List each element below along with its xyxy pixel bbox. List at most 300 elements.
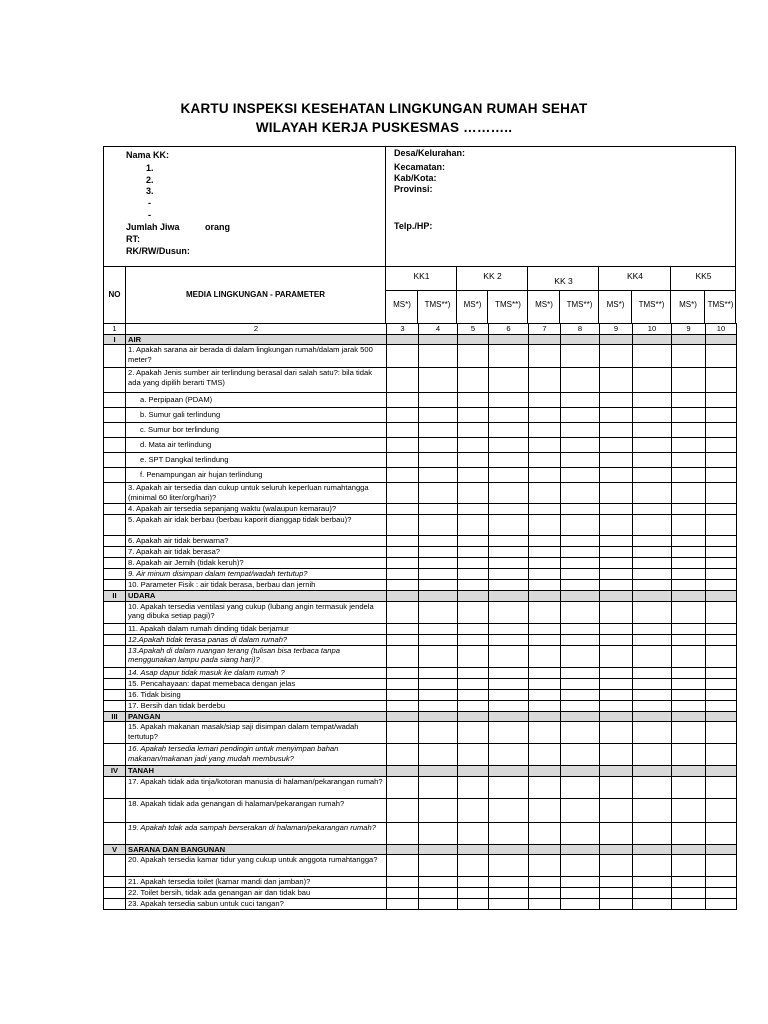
tms-check-cell[interactable]	[489, 393, 529, 408]
ms-check-cell[interactable]	[529, 393, 561, 408]
ms-check-cell[interactable]	[600, 393, 633, 408]
ms-check-cell[interactable]	[458, 722, 489, 744]
tms-check-cell[interactable]	[561, 536, 600, 547]
ms-check-cell[interactable]	[458, 899, 489, 910]
ms-check-cell[interactable]	[672, 798, 706, 822]
ms-check-cell[interactable]	[600, 877, 633, 888]
tms-check-cell[interactable]	[706, 798, 737, 822]
tms-check-cell[interactable]	[419, 689, 458, 700]
tms-check-cell[interactable]	[706, 667, 737, 678]
tms-check-cell[interactable]	[419, 453, 458, 468]
ms-check-cell[interactable]	[387, 580, 419, 591]
ms-check-cell[interactable]	[387, 345, 419, 368]
ms-check-cell[interactable]	[387, 667, 419, 678]
ms-check-cell[interactable]	[600, 744, 633, 766]
tms-check-cell[interactable]	[419, 547, 458, 558]
tms-check-cell[interactable]	[489, 822, 529, 844]
tms-check-cell[interactable]	[419, 744, 458, 766]
ms-check-cell[interactable]	[672, 776, 706, 798]
ms-check-cell[interactable]	[529, 899, 561, 910]
tms-check-cell[interactable]	[561, 776, 600, 798]
ms-check-cell[interactable]	[387, 689, 419, 700]
tms-check-cell[interactable]	[706, 678, 737, 689]
tms-check-cell[interactable]	[706, 634, 737, 645]
tms-check-cell[interactable]	[561, 700, 600, 711]
tms-check-cell[interactable]	[706, 569, 737, 580]
tms-check-cell[interactable]	[419, 798, 458, 822]
tms-check-cell[interactable]	[419, 601, 458, 623]
tms-check-cell[interactable]	[706, 700, 737, 711]
tms-check-cell[interactable]	[561, 667, 600, 678]
tms-check-cell[interactable]	[489, 569, 529, 580]
tms-check-cell[interactable]	[419, 645, 458, 667]
ms-check-cell[interactable]	[529, 536, 561, 547]
ms-check-cell[interactable]	[458, 515, 489, 536]
tms-check-cell[interactable]	[561, 368, 600, 393]
ms-check-cell[interactable]	[387, 558, 419, 569]
ms-check-cell[interactable]	[672, 453, 706, 468]
ms-check-cell[interactable]	[387, 899, 419, 910]
ms-check-cell[interactable]	[529, 634, 561, 645]
ms-check-cell[interactable]	[529, 776, 561, 798]
tms-check-cell[interactable]	[633, 899, 672, 910]
tms-check-cell[interactable]	[489, 722, 529, 744]
ms-check-cell[interactable]	[600, 345, 633, 368]
ms-check-cell[interactable]	[458, 393, 489, 408]
ms-check-cell[interactable]	[529, 645, 561, 667]
ms-check-cell[interactable]	[529, 722, 561, 744]
tms-check-cell[interactable]	[419, 877, 458, 888]
ms-check-cell[interactable]	[672, 667, 706, 678]
tms-check-cell[interactable]	[633, 667, 672, 678]
ms-check-cell[interactable]	[387, 453, 419, 468]
ms-check-cell[interactable]	[387, 601, 419, 623]
tms-check-cell[interactable]	[706, 438, 737, 453]
tms-check-cell[interactable]	[561, 822, 600, 844]
tms-check-cell[interactable]	[419, 580, 458, 591]
tms-check-cell[interactable]	[419, 345, 458, 368]
tms-check-cell[interactable]	[489, 438, 529, 453]
tms-check-cell[interactable]	[633, 536, 672, 547]
ms-check-cell[interactable]	[387, 547, 419, 558]
ms-check-cell[interactable]	[458, 645, 489, 667]
ms-check-cell[interactable]	[458, 678, 489, 689]
ms-check-cell[interactable]	[529, 601, 561, 623]
ms-check-cell[interactable]	[458, 888, 489, 899]
tms-check-cell[interactable]	[561, 634, 600, 645]
ms-check-cell[interactable]	[600, 580, 633, 591]
tms-check-cell[interactable]	[706, 536, 737, 547]
ms-check-cell[interactable]	[387, 645, 419, 667]
tms-check-cell[interactable]	[561, 899, 600, 910]
ms-check-cell[interactable]	[600, 504, 633, 515]
ms-check-cell[interactable]	[458, 547, 489, 558]
tms-check-cell[interactable]	[489, 558, 529, 569]
tms-check-cell[interactable]	[706, 722, 737, 744]
ms-check-cell[interactable]	[529, 569, 561, 580]
ms-check-cell[interactable]	[672, 634, 706, 645]
ms-check-cell[interactable]	[672, 888, 706, 899]
ms-check-cell[interactable]	[458, 667, 489, 678]
ms-check-cell[interactable]	[672, 345, 706, 368]
ms-check-cell[interactable]	[600, 408, 633, 423]
tms-check-cell[interactable]	[706, 601, 737, 623]
ms-check-cell[interactable]	[600, 483, 633, 504]
tms-check-cell[interactable]	[561, 580, 600, 591]
tms-check-cell[interactable]	[633, 822, 672, 844]
ms-check-cell[interactable]	[672, 822, 706, 844]
tms-check-cell[interactable]	[419, 899, 458, 910]
ms-check-cell[interactable]	[458, 798, 489, 822]
ms-check-cell[interactable]	[458, 580, 489, 591]
ms-check-cell[interactable]	[458, 855, 489, 877]
ms-check-cell[interactable]	[458, 877, 489, 888]
tms-check-cell[interactable]	[419, 623, 458, 634]
ms-check-cell[interactable]	[387, 744, 419, 766]
tms-check-cell[interactable]	[419, 558, 458, 569]
tms-check-cell[interactable]	[489, 798, 529, 822]
tms-check-cell[interactable]	[633, 634, 672, 645]
ms-check-cell[interactable]	[600, 798, 633, 822]
ms-check-cell[interactable]	[600, 368, 633, 393]
tms-check-cell[interactable]	[489, 689, 529, 700]
ms-check-cell[interactable]	[458, 558, 489, 569]
tms-check-cell[interactable]	[633, 877, 672, 888]
tms-check-cell[interactable]	[633, 601, 672, 623]
tms-check-cell[interactable]	[419, 468, 458, 483]
ms-check-cell[interactable]	[600, 722, 633, 744]
tms-check-cell[interactable]	[561, 798, 600, 822]
ms-check-cell[interactable]	[529, 368, 561, 393]
ms-check-cell[interactable]	[529, 547, 561, 558]
ms-check-cell[interactable]	[600, 822, 633, 844]
tms-check-cell[interactable]	[419, 722, 458, 744]
tms-check-cell[interactable]	[706, 899, 737, 910]
ms-check-cell[interactable]	[387, 569, 419, 580]
ms-check-cell[interactable]	[600, 623, 633, 634]
tms-check-cell[interactable]	[489, 547, 529, 558]
tms-check-cell[interactable]	[489, 536, 529, 547]
tms-check-cell[interactable]	[561, 345, 600, 368]
tms-check-cell[interactable]	[706, 689, 737, 700]
ms-check-cell[interactable]	[387, 634, 419, 645]
tms-check-cell[interactable]	[419, 667, 458, 678]
ms-check-cell[interactable]	[387, 678, 419, 689]
ms-check-cell[interactable]	[529, 744, 561, 766]
ms-check-cell[interactable]	[672, 722, 706, 744]
tms-check-cell[interactable]	[633, 678, 672, 689]
ms-check-cell[interactable]	[529, 678, 561, 689]
tms-check-cell[interactable]	[489, 623, 529, 634]
ms-check-cell[interactable]	[672, 438, 706, 453]
tms-check-cell[interactable]	[489, 744, 529, 766]
ms-check-cell[interactable]	[600, 453, 633, 468]
ms-check-cell[interactable]	[458, 822, 489, 844]
ms-check-cell[interactable]	[600, 678, 633, 689]
tms-check-cell[interactable]	[633, 408, 672, 423]
ms-check-cell[interactable]	[600, 423, 633, 438]
ms-check-cell[interactable]	[458, 438, 489, 453]
ms-check-cell[interactable]	[458, 689, 489, 700]
tms-check-cell[interactable]	[489, 601, 529, 623]
ms-check-cell[interactable]	[600, 634, 633, 645]
ms-check-cell[interactable]	[529, 667, 561, 678]
tms-check-cell[interactable]	[419, 393, 458, 408]
tms-check-cell[interactable]	[633, 368, 672, 393]
ms-check-cell[interactable]	[600, 515, 633, 536]
ms-check-cell[interactable]	[600, 888, 633, 899]
ms-check-cell[interactable]	[458, 408, 489, 423]
ms-check-cell[interactable]	[600, 667, 633, 678]
ms-check-cell[interactable]	[387, 776, 419, 798]
tms-check-cell[interactable]	[561, 569, 600, 580]
ms-check-cell[interactable]	[672, 368, 706, 393]
ms-check-cell[interactable]	[387, 368, 419, 393]
ms-check-cell[interactable]	[529, 423, 561, 438]
ms-check-cell[interactable]	[387, 393, 419, 408]
tms-check-cell[interactable]	[706, 558, 737, 569]
tms-check-cell[interactable]	[489, 700, 529, 711]
tms-check-cell[interactable]	[489, 776, 529, 798]
tms-check-cell[interactable]	[561, 855, 600, 877]
tms-check-cell[interactable]	[706, 888, 737, 899]
tms-check-cell[interactable]	[419, 822, 458, 844]
tms-check-cell[interactable]	[706, 645, 737, 667]
ms-check-cell[interactable]	[387, 888, 419, 899]
tms-check-cell[interactable]	[633, 547, 672, 558]
tms-check-cell[interactable]	[633, 689, 672, 700]
ms-check-cell[interactable]	[387, 700, 419, 711]
ms-check-cell[interactable]	[529, 689, 561, 700]
tms-check-cell[interactable]	[489, 368, 529, 393]
tms-check-cell[interactable]	[706, 408, 737, 423]
tms-check-cell[interactable]	[419, 515, 458, 536]
tms-check-cell[interactable]	[633, 798, 672, 822]
tms-check-cell[interactable]	[706, 822, 737, 844]
ms-check-cell[interactable]	[387, 504, 419, 515]
tms-check-cell[interactable]	[561, 483, 600, 504]
ms-check-cell[interactable]	[672, 536, 706, 547]
tms-check-cell[interactable]	[561, 504, 600, 515]
tms-check-cell[interactable]	[706, 483, 737, 504]
ms-check-cell[interactable]	[672, 393, 706, 408]
ms-check-cell[interactable]	[529, 700, 561, 711]
ms-check-cell[interactable]	[672, 468, 706, 483]
ms-check-cell[interactable]	[458, 744, 489, 766]
ms-check-cell[interactable]	[672, 408, 706, 423]
tms-check-cell[interactable]	[419, 536, 458, 547]
tms-check-cell[interactable]	[561, 423, 600, 438]
ms-check-cell[interactable]	[458, 483, 489, 504]
ms-check-cell[interactable]	[458, 634, 489, 645]
ms-check-cell[interactable]	[600, 558, 633, 569]
ms-check-cell[interactable]	[672, 515, 706, 536]
ms-check-cell[interactable]	[600, 700, 633, 711]
tms-check-cell[interactable]	[489, 877, 529, 888]
tms-check-cell[interactable]	[561, 438, 600, 453]
tms-check-cell[interactable]	[633, 438, 672, 453]
ms-check-cell[interactable]	[458, 700, 489, 711]
tms-check-cell[interactable]	[633, 468, 672, 483]
ms-check-cell[interactable]	[672, 547, 706, 558]
tms-check-cell[interactable]	[489, 634, 529, 645]
tms-check-cell[interactable]	[561, 888, 600, 899]
ms-check-cell[interactable]	[529, 798, 561, 822]
ms-check-cell[interactable]	[529, 483, 561, 504]
ms-check-cell[interactable]	[529, 855, 561, 877]
ms-check-cell[interactable]	[600, 536, 633, 547]
ms-check-cell[interactable]	[529, 453, 561, 468]
tms-check-cell[interactable]	[419, 408, 458, 423]
tms-check-cell[interactable]	[633, 776, 672, 798]
ms-check-cell[interactable]	[672, 558, 706, 569]
ms-check-cell[interactable]	[458, 368, 489, 393]
ms-check-cell[interactable]	[672, 569, 706, 580]
tms-check-cell[interactable]	[633, 393, 672, 408]
tms-check-cell[interactable]	[419, 634, 458, 645]
tms-check-cell[interactable]	[419, 438, 458, 453]
tms-check-cell[interactable]	[419, 504, 458, 515]
ms-check-cell[interactable]	[672, 423, 706, 438]
tms-check-cell[interactable]	[706, 468, 737, 483]
ms-check-cell[interactable]	[672, 877, 706, 888]
ms-check-cell[interactable]	[387, 423, 419, 438]
ms-check-cell[interactable]	[529, 822, 561, 844]
tms-check-cell[interactable]	[489, 453, 529, 468]
tms-check-cell[interactable]	[633, 855, 672, 877]
tms-check-cell[interactable]	[633, 580, 672, 591]
ms-check-cell[interactable]	[672, 744, 706, 766]
tms-check-cell[interactable]	[706, 877, 737, 888]
tms-check-cell[interactable]	[561, 393, 600, 408]
ms-check-cell[interactable]	[672, 700, 706, 711]
ms-check-cell[interactable]	[600, 899, 633, 910]
tms-check-cell[interactable]	[561, 453, 600, 468]
tms-check-cell[interactable]	[419, 776, 458, 798]
ms-check-cell[interactable]	[458, 536, 489, 547]
tms-check-cell[interactable]	[561, 468, 600, 483]
tms-check-cell[interactable]	[419, 678, 458, 689]
ms-check-cell[interactable]	[387, 515, 419, 536]
tms-check-cell[interactable]	[633, 645, 672, 667]
ms-check-cell[interactable]	[672, 645, 706, 667]
tms-check-cell[interactable]	[489, 483, 529, 504]
ms-check-cell[interactable]	[529, 515, 561, 536]
ms-check-cell[interactable]	[672, 689, 706, 700]
tms-check-cell[interactable]	[489, 515, 529, 536]
tms-check-cell[interactable]	[633, 569, 672, 580]
tms-check-cell[interactable]	[489, 408, 529, 423]
ms-check-cell[interactable]	[529, 623, 561, 634]
tms-check-cell[interactable]	[706, 423, 737, 438]
tms-check-cell[interactable]	[706, 368, 737, 393]
ms-check-cell[interactable]	[672, 623, 706, 634]
ms-check-cell[interactable]	[387, 877, 419, 888]
ms-check-cell[interactable]	[600, 601, 633, 623]
tms-check-cell[interactable]	[561, 558, 600, 569]
tms-check-cell[interactable]	[561, 623, 600, 634]
tms-check-cell[interactable]	[489, 667, 529, 678]
tms-check-cell[interactable]	[706, 776, 737, 798]
tms-check-cell[interactable]	[489, 678, 529, 689]
ms-check-cell[interactable]	[672, 580, 706, 591]
ms-check-cell[interactable]	[458, 623, 489, 634]
ms-check-cell[interactable]	[672, 483, 706, 504]
ms-check-cell[interactable]	[387, 483, 419, 504]
tms-check-cell[interactable]	[633, 483, 672, 504]
ms-check-cell[interactable]	[458, 776, 489, 798]
ms-check-cell[interactable]	[458, 601, 489, 623]
ms-check-cell[interactable]	[387, 855, 419, 877]
tms-check-cell[interactable]	[706, 345, 737, 368]
tms-check-cell[interactable]	[561, 877, 600, 888]
tms-check-cell[interactable]	[633, 558, 672, 569]
ms-check-cell[interactable]	[387, 798, 419, 822]
tms-check-cell[interactable]	[561, 515, 600, 536]
tms-check-cell[interactable]	[489, 345, 529, 368]
tms-check-cell[interactable]	[633, 744, 672, 766]
ms-check-cell[interactable]	[387, 722, 419, 744]
ms-check-cell[interactable]	[672, 678, 706, 689]
tms-check-cell[interactable]	[561, 601, 600, 623]
ms-check-cell[interactable]	[458, 453, 489, 468]
ms-check-cell[interactable]	[458, 468, 489, 483]
tms-check-cell[interactable]	[419, 855, 458, 877]
ms-check-cell[interactable]	[387, 438, 419, 453]
ms-check-cell[interactable]	[600, 689, 633, 700]
tms-check-cell[interactable]	[489, 899, 529, 910]
ms-check-cell[interactable]	[529, 504, 561, 515]
ms-check-cell[interactable]	[387, 408, 419, 423]
tms-check-cell[interactable]	[561, 744, 600, 766]
tms-check-cell[interactable]	[633, 423, 672, 438]
ms-check-cell[interactable]	[529, 888, 561, 899]
tms-check-cell[interactable]	[706, 515, 737, 536]
tms-check-cell[interactable]	[489, 468, 529, 483]
ms-check-cell[interactable]	[600, 645, 633, 667]
tms-check-cell[interactable]	[489, 645, 529, 667]
tms-check-cell[interactable]	[419, 368, 458, 393]
tms-check-cell[interactable]	[419, 700, 458, 711]
ms-check-cell[interactable]	[458, 569, 489, 580]
ms-check-cell[interactable]	[529, 438, 561, 453]
tms-check-cell[interactable]	[561, 645, 600, 667]
ms-check-cell[interactable]	[387, 468, 419, 483]
ms-check-cell[interactable]	[529, 408, 561, 423]
tms-check-cell[interactable]	[633, 504, 672, 515]
tms-check-cell[interactable]	[561, 689, 600, 700]
tms-check-cell[interactable]	[419, 483, 458, 504]
ms-check-cell[interactable]	[458, 423, 489, 438]
tms-check-cell[interactable]	[706, 547, 737, 558]
tms-check-cell[interactable]	[633, 888, 672, 899]
tms-check-cell[interactable]	[489, 423, 529, 438]
ms-check-cell[interactable]	[672, 899, 706, 910]
tms-check-cell[interactable]	[419, 423, 458, 438]
ms-check-cell[interactable]	[458, 504, 489, 515]
tms-check-cell[interactable]	[633, 345, 672, 368]
ms-check-cell[interactable]	[529, 345, 561, 368]
ms-check-cell[interactable]	[529, 580, 561, 591]
tms-check-cell[interactable]	[706, 504, 737, 515]
tms-check-cell[interactable]	[706, 393, 737, 408]
ms-check-cell[interactable]	[387, 536, 419, 547]
tms-check-cell[interactable]	[633, 722, 672, 744]
ms-check-cell[interactable]	[672, 855, 706, 877]
tms-check-cell[interactable]	[419, 569, 458, 580]
tms-check-cell[interactable]	[706, 623, 737, 634]
tms-check-cell[interactable]	[419, 888, 458, 899]
